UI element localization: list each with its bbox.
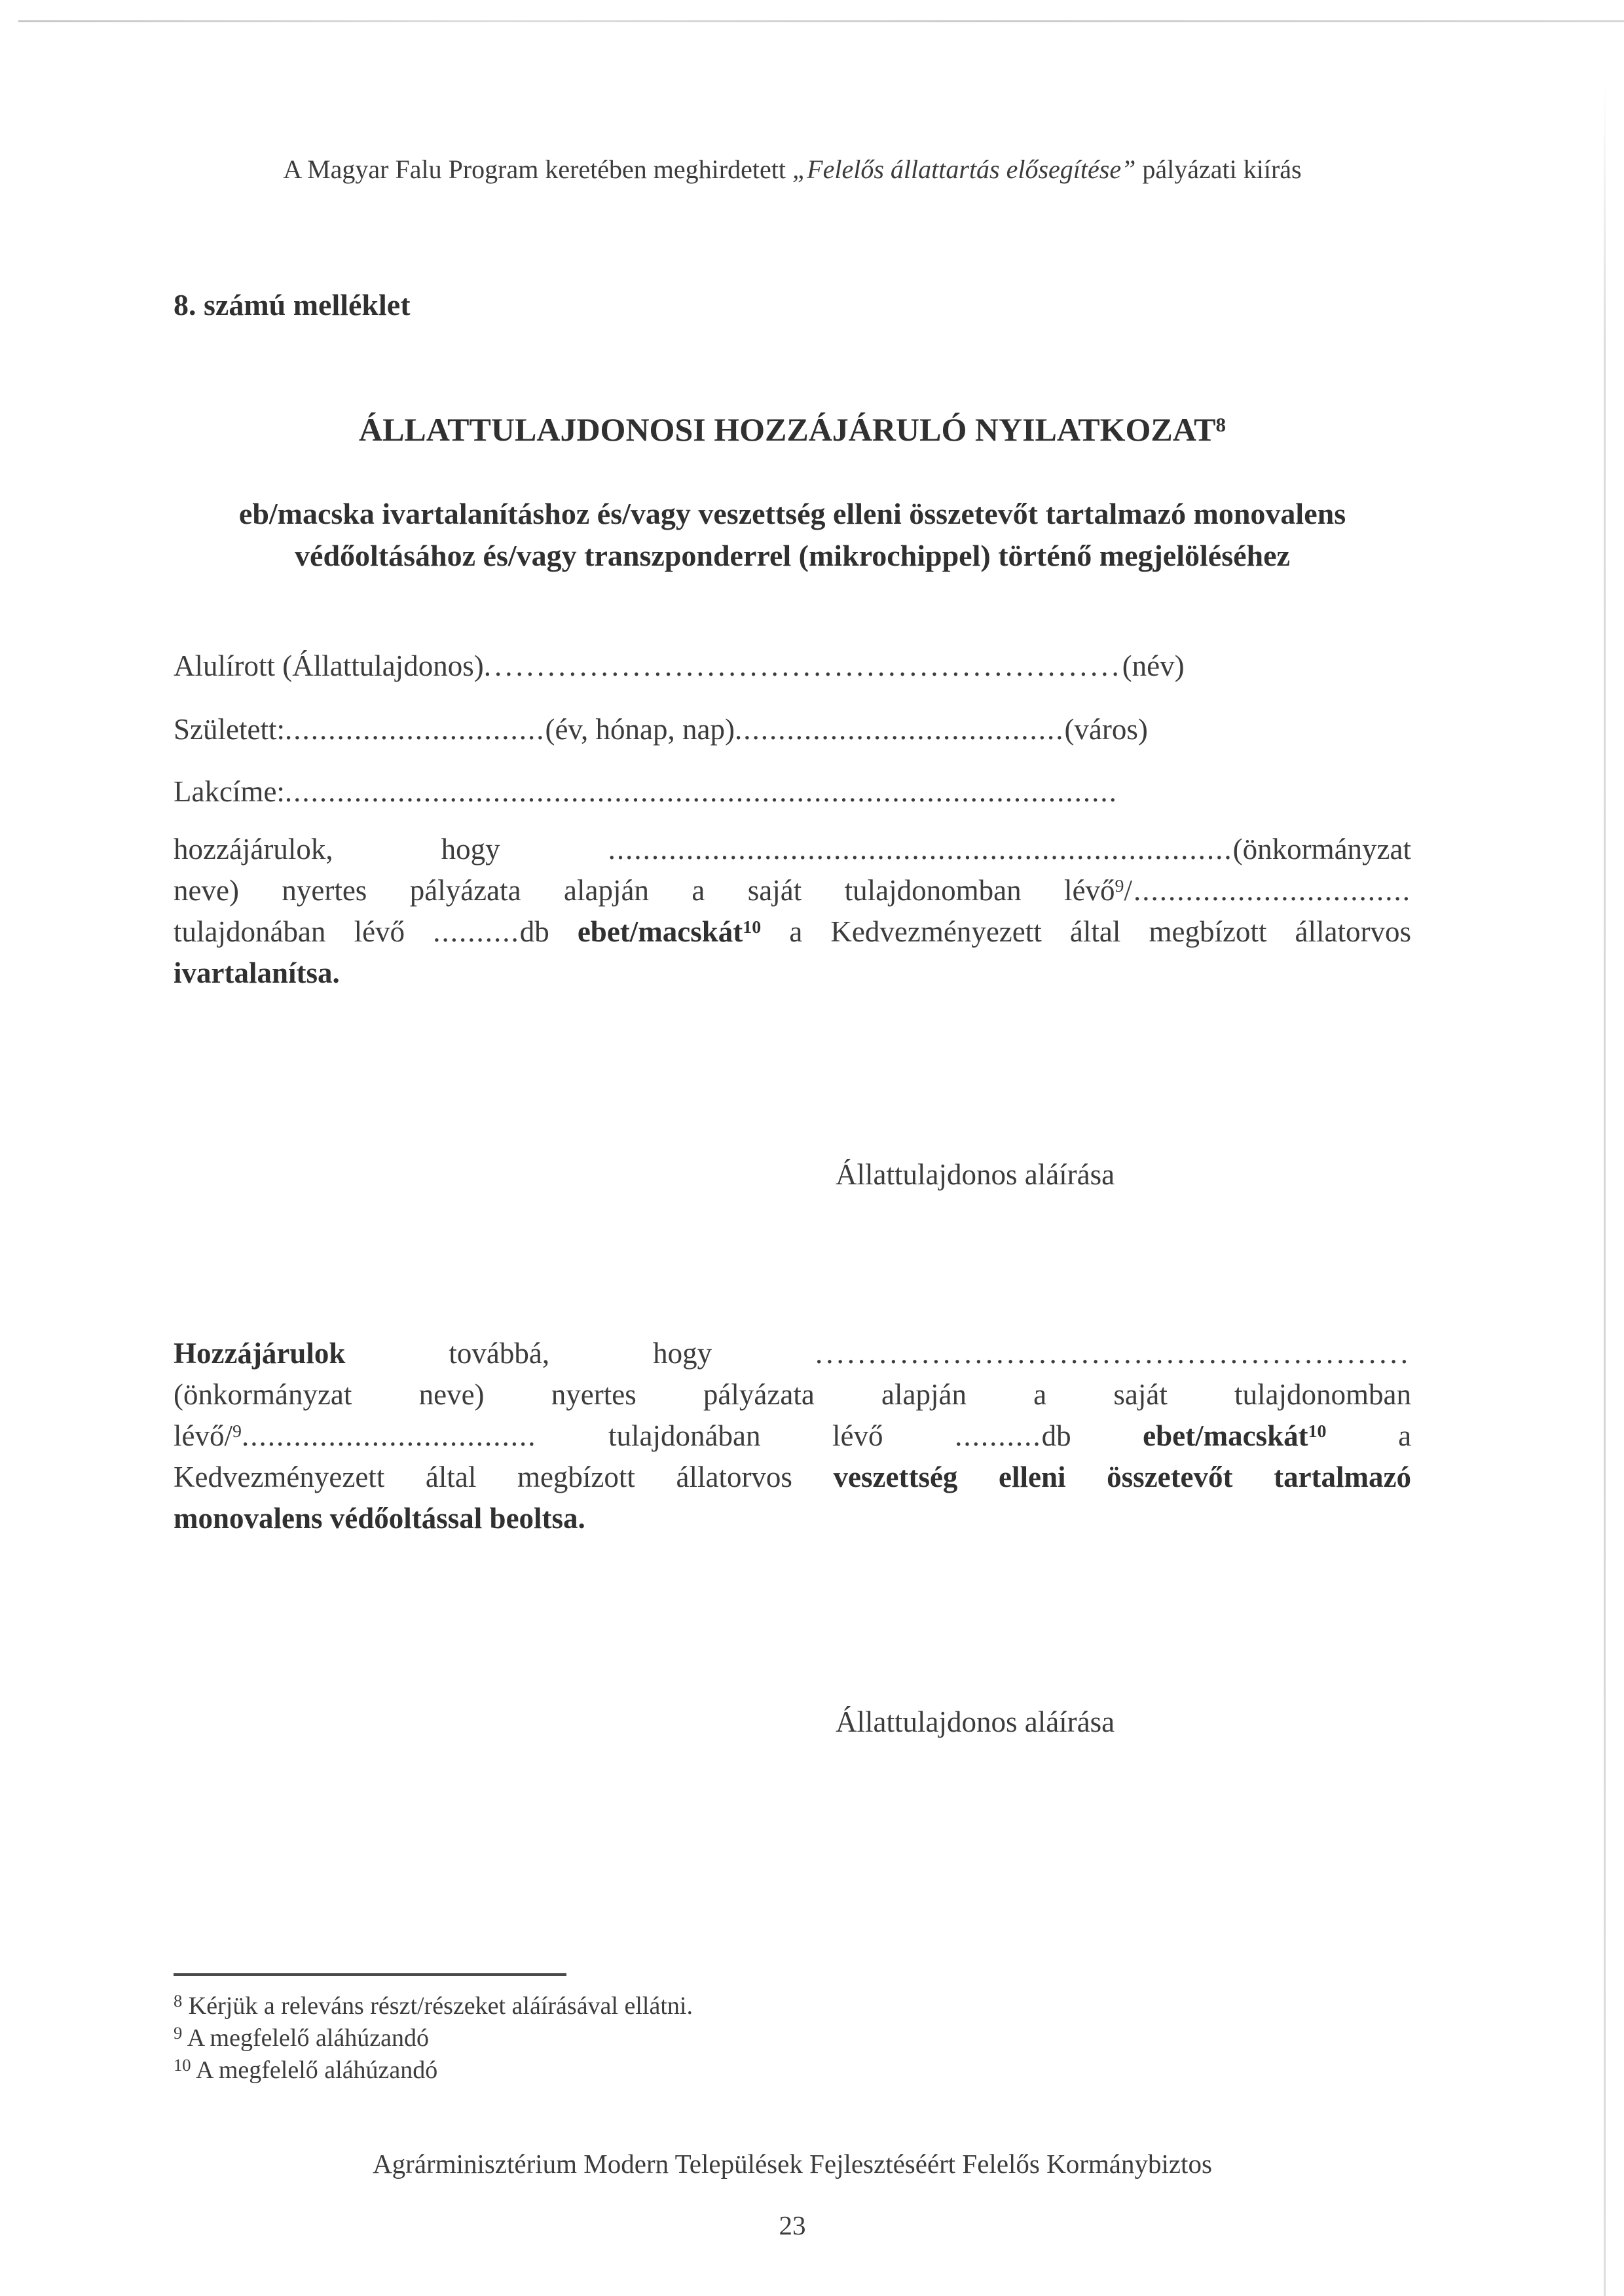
consent2-l1-bold: Hozzájárulok	[174, 1337, 346, 1370]
consent1-line-1	[174, 829, 1411, 870]
field-birth-date-dotted-line: ..............................	[284, 713, 545, 746]
consent-paragraph-sterilization	[174, 829, 1411, 994]
signature-label-2: Állattulajdonos aláírása	[836, 1705, 1115, 1738]
page-number: 23	[779, 2210, 806, 2240]
consent2-vaccinate-bold: monovalens védőoltással beoltsa.	[174, 1502, 585, 1535]
consent1-l3-footnote-ref: 10	[743, 917, 762, 938]
field-address	[174, 777, 1411, 807]
consent1-line-3	[174, 911, 1411, 953]
annex-label: 8. számú melléklet	[174, 288, 411, 321]
footnote-10	[174, 2054, 1411, 2086]
document-title	[174, 412, 1411, 447]
consent2-line-3	[174, 1415, 1411, 1457]
document-subtitle	[174, 493, 1411, 577]
consent1-l2-text: neve) nyertes pályázata alapján a saját tulajdonomban lévő	[174, 874, 1115, 907]
field-birth-city-dotted-line: ......................................	[734, 713, 1065, 746]
consent1-l3-unit: db	[519, 915, 549, 948]
field-owner-name-suffix: (név)	[1122, 649, 1185, 682]
field-birth	[174, 715, 1411, 744]
footnote-8	[174, 1990, 1411, 2022]
consent1-l2-footnote-ref: 9	[1115, 876, 1124, 897]
field-owner-name-label: Alulírott (Állattulajdonos)	[174, 649, 484, 682]
consent2-l3-animal-bold: ebet/macskát	[1143, 1419, 1308, 1452]
consent2-l3-unit: db	[1041, 1419, 1071, 1452]
field-owner-name-dotted-line: ............................................................	[483, 649, 1122, 682]
footnote-8-text: Kérjük a releváns részt/részeket aláírásával ellátni.	[188, 1992, 693, 2020]
footnotes-section	[174, 1990, 1411, 2086]
field-address-dotted-line: ................................................................................................	[284, 775, 1118, 808]
consent2-l4-bold: veszettség elleni összetevőt tartalmazó	[833, 1461, 1412, 1493]
consent-paragraph-vaccination	[174, 1333, 1411, 1539]
consent1-l1-dotted-line: ........................................................................	[608, 833, 1233, 866]
consent2-l1-dotted-line: ........................................................	[815, 1337, 1412, 1370]
consent1-l1-text: hozzájárulok, hogy	[174, 833, 500, 866]
header-suffix: pályázati kiírás	[1135, 155, 1302, 184]
field-birth-suffix: (város)	[1064, 713, 1148, 746]
footnote-10-text: A megfelelő aláhúzandó	[196, 2056, 438, 2084]
footnote-9	[174, 2022, 1411, 2054]
consent2-l2-text: (önkormányzat neve) nyertes pályázata alapján a saját tulajdonomban	[174, 1378, 1411, 1411]
consent2-line-4	[174, 1457, 1411, 1498]
field-birth-middle: (év, hónap, nap)	[545, 713, 735, 746]
document-title-text: ÁLLATTULAJDONOSI HOZZÁJÁRULÓ NYILATKOZAT	[358, 411, 1216, 448]
consent1-line-2	[174, 870, 1411, 911]
consent2-l3-footnote-ref-1: 9	[232, 1421, 242, 1442]
consent1-l2-dotted-line: /................................	[1124, 874, 1411, 907]
consent2-line-5	[174, 1498, 1411, 1539]
field-address-label: Lakcíme:	[174, 775, 285, 808]
consent2-l1-text: továbbá, hogy	[449, 1337, 712, 1370]
consent1-l3-text2: a Kedvezményezett által megbízott állatorvos	[789, 915, 1412, 948]
consent2-l3-count-dotted-line: ..........	[955, 1419, 1042, 1452]
field-owner-name	[174, 651, 1411, 681]
footnote-9-text: A megfelelő aláhúzandó	[187, 2024, 429, 2052]
consent1-l3-animal-bold: ebet/macskát	[577, 915, 743, 948]
consent2-l3-footnote-ref-2: 10	[1308, 1421, 1327, 1442]
subtitle-line-1: eb/macska ivartalanításhoz és/vagy veszettség elleni összetevőt tartalmazó monovalens	[238, 497, 1346, 530]
title-footnote-ref: 8	[1215, 413, 1227, 437]
consent1-line-4	[174, 953, 1411, 994]
consent1-l3-text1: tulajdonában lévő	[174, 915, 405, 948]
consent2-line-2	[174, 1374, 1411, 1415]
page-header	[174, 155, 1411, 185]
footnote-8-marker: 8	[174, 1991, 183, 2011]
header-program-title: „Felelős állattartás elősegítése”	[792, 155, 1136, 184]
consent2-line-1	[174, 1333, 1411, 1374]
scan-artifact-top-line	[18, 20, 1624, 22]
footnote-10-marker: 10	[174, 2055, 191, 2075]
consent1-l3-count-dotted-line: ..........	[433, 915, 520, 948]
field-birth-label: Született:	[174, 713, 285, 746]
header-prefix: A Magyar Falu Program keretében meghirdetett	[283, 155, 792, 184]
footnote-separator-line	[174, 1973, 566, 1976]
consent1-sterilize-bold: ivartalanítsa.	[174, 957, 340, 989]
footnote-9-marker: 9	[174, 2023, 183, 2043]
consent1-l1-suffix: (önkormányzat	[1232, 833, 1411, 866]
consent2-l4-text: Kedvezményezett által megbízott állatorvos	[174, 1461, 792, 1493]
footer-organization: Agrárminisztérium Modern Települések Fejlesztéséért Felelős Kormánybiztos	[373, 2149, 1212, 2179]
consent2-l3-text1: lévő/	[174, 1419, 232, 1452]
scan-artifact-right-edge-line	[1604, 79, 1606, 2296]
consent2-l3-text2: tulajdonában lévő	[608, 1419, 883, 1452]
consent2-l3-dotted-line-1: ..................................	[241, 1419, 537, 1452]
consent2-l3-text3: a	[1398, 1419, 1412, 1452]
subtitle-line-2: védőoltásához és/vagy transzponderrel (mikrochippel) történő megjelöléséhez	[295, 539, 1290, 572]
signature-label-1: Állattulajdonos aláírása	[836, 1158, 1115, 1191]
